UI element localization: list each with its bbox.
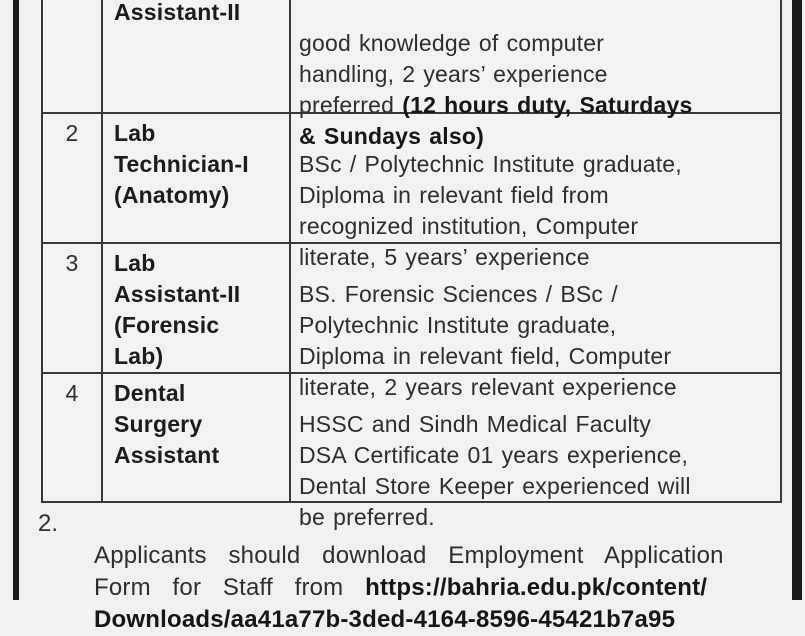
qualification-cell xyxy=(291,114,780,270)
position-title-cell: Lab Assistant-II (Forensic Lab) xyxy=(103,244,291,374)
note-number: 2. xyxy=(38,510,59,537)
qualification-cell xyxy=(291,244,780,400)
qualification-text: good knowledge of computer handling, 2 years’ experience preferred xyxy=(299,30,608,118)
note-text xyxy=(94,508,784,636)
ad-frame-left-bar xyxy=(13,0,19,600)
qualification-text: HSSC and Sindh Medical Faculty DSA Certificate 01 years experience, Dental Store Keeper experienced will be preferred. xyxy=(299,411,691,530)
positions-table xyxy=(41,0,782,530)
position-title-cell: Dental Surgery Assistant xyxy=(103,374,291,501)
position-title-cell: Lab Technician-I (Anatomy) xyxy=(103,114,291,244)
row-number-cell: 2 xyxy=(43,114,103,244)
row-number-cell xyxy=(43,0,103,114)
qualification-cell xyxy=(291,374,780,530)
ad-frame-right-bar xyxy=(792,0,802,600)
applicants-note xyxy=(38,508,784,636)
row-number-cell: 4 xyxy=(43,374,103,501)
row-number-cell: 3 xyxy=(43,244,103,374)
note-text-regular: Applicants should download Employment Application Form for Staff from xyxy=(94,542,724,601)
application-form-url: https://bahria.edu.pk/content/ Downloads/aa41a77b-3ded-4164-8596-45421b7a95 xyxy=(94,574,708,633)
qualification-bold-text: (12 hours duty, Saturdays & Sundays also) xyxy=(299,92,693,149)
qualification-text: BSc / Polytechnic Institute graduate, Diploma in relevant field from recognized institution, Computer literate, 5 years’ experience xyxy=(299,151,682,270)
qualification-cell xyxy=(291,0,780,149)
qualification-text: BS. Forensic Sciences / BSc / Polytechnic Institute graduate, Diploma in relevant field, Computer literate, 2 years relevant experience xyxy=(299,281,677,400)
position-title-cell: Assistant-II xyxy=(103,0,291,114)
